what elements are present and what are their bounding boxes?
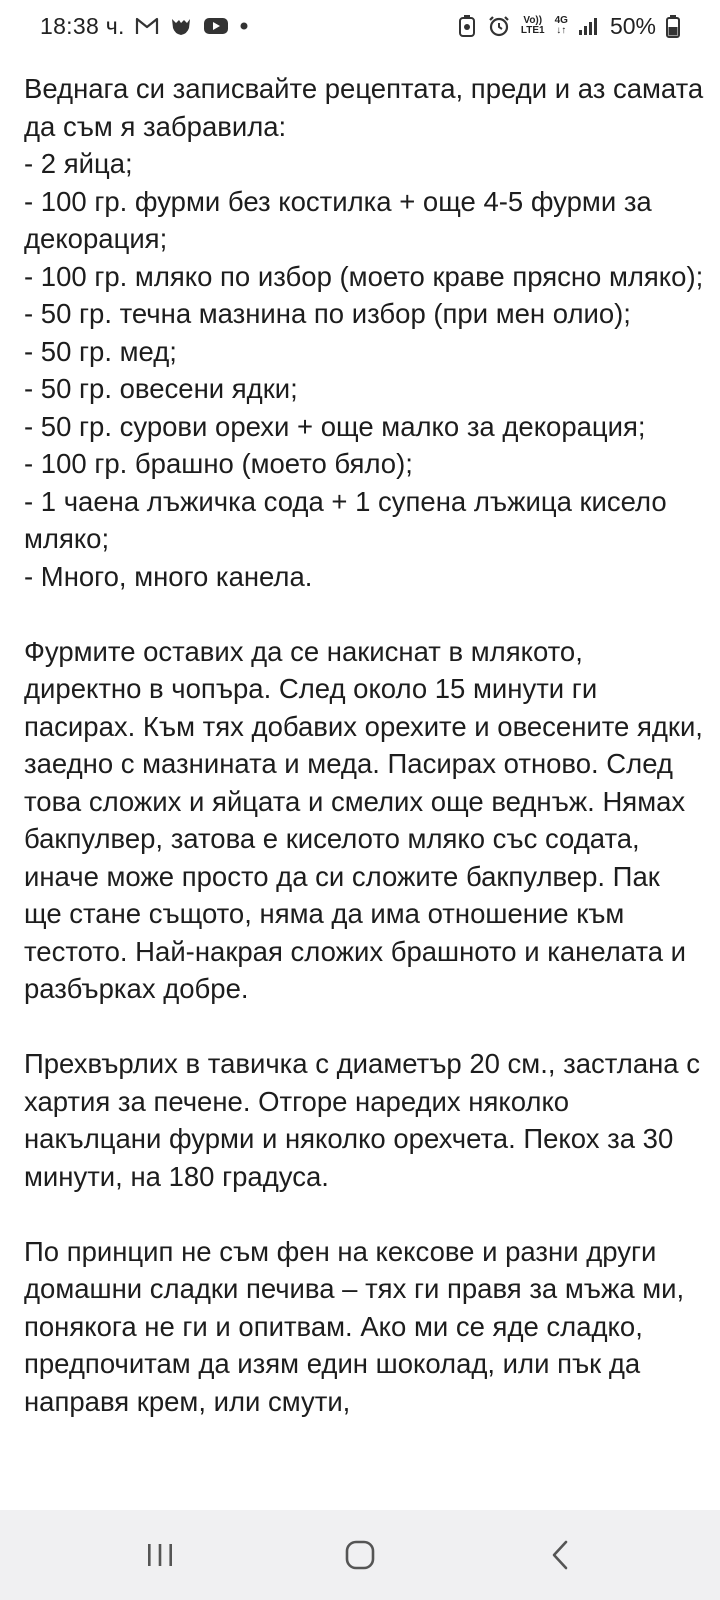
ingredient-item: - 1 чаена лъжичка сода + 1 супена лъжица кисело мляко; (24, 485, 667, 554)
recent-apps-icon (145, 1541, 175, 1569)
ingredient-item: - 100 гр. мляко по избор (моето краве прясно мляко); (24, 260, 704, 292)
dot-icon (239, 14, 249, 38)
article-body (24, 70, 704, 1420)
ingredient-item: - 50 гр. течна мазнина по избор (при мен олио); (24, 298, 631, 329)
cat-icon (169, 14, 193, 38)
back-icon (549, 1539, 571, 1571)
ingredient-item: - 50 гр. овесени ядки; (24, 373, 298, 404)
ingredient-item: - 50 гр. сурови орехи + още малко за декорация; (24, 410, 646, 442)
paragraph-spacer (24, 1008, 704, 1046)
youtube-icon (203, 14, 229, 38)
navigation-bar (0, 1510, 720, 1600)
ingredient-item: - Много, много канела. (24, 560, 313, 592)
ingredient-item: - 100 гр. брашно (моето бяло); (24, 448, 413, 479)
battery-percent: 50% (609, 12, 656, 39)
paragraph-spacer (24, 595, 704, 633)
recent-apps-button[interactable] (120, 1520, 200, 1590)
paragraph-spacer (24, 1195, 704, 1233)
home-icon (344, 1539, 376, 1571)
home-button[interactable] (320, 1520, 400, 1590)
volte-indicator (521, 16, 545, 36)
lte-label: LTE1 (520, 25, 545, 36)
ingredient-item: - 100 гр. фурми без костилка + още 4-5 фурми за декорация; (24, 185, 652, 254)
article-intro: Веднага си записвайте рецептата, преди и аз самата да съм я забравила: (24, 73, 704, 142)
alarm-icon (487, 14, 511, 38)
gmail-icon (135, 14, 159, 38)
status-time: 18:38 ч. (40, 12, 125, 39)
back-button[interactable] (520, 1520, 600, 1590)
article-paragraph: Прехвърлих в тавичка с диаметър 20 см., застлана с хартия за печене. Отгоре наредих няколко накълцани фурми и няколко орехчета. Пекох за 30 минути, на 180 градуса. (24, 1048, 700, 1192)
signal-icon (578, 14, 600, 38)
battery-saver-icon (457, 14, 477, 38)
status-left (40, 13, 249, 40)
network-type-indicator (555, 16, 568, 36)
article-paragraph: По принцип не съм фен на кексове и разни други домашни сладки печива – тях ги правя за мъжа ми, понякога не ги и опитвам. Ако ми се яде сладко, предпочитам да изям един шоколад, или пък да направя крем, или смути, (24, 1235, 685, 1417)
volte-label: Vo)) (523, 15, 543, 26)
status-bar (0, 0, 720, 52)
data-arrows-label: ↓↑ (556, 25, 567, 36)
ingredient-item: - 50 гр. мед; (24, 335, 177, 367)
ingredient-item: - 2 яйца; (24, 148, 133, 179)
network-type-label: 4G (554, 15, 568, 26)
battery-icon (666, 14, 680, 38)
article-paragraph: Фурмите оставих да се накиснат в млякото, директно в чопъра. След около 15 минути ги пасирах. Към тях добавих орехите и овесените ядки, заедно с мазнината и меда. Пасирах отново. След това сложих и яйцата и смелих още веднъж. Нямах бакпулвер, затова е киселото мляко със содата, иначе може просто да си сложите бакпулвер. Пак ще стане същото, няма да има отношение към тестото. Най-накрая сложих брашното и канелата и разбърках добре. (24, 635, 703, 1004)
status-right (457, 13, 680, 40)
